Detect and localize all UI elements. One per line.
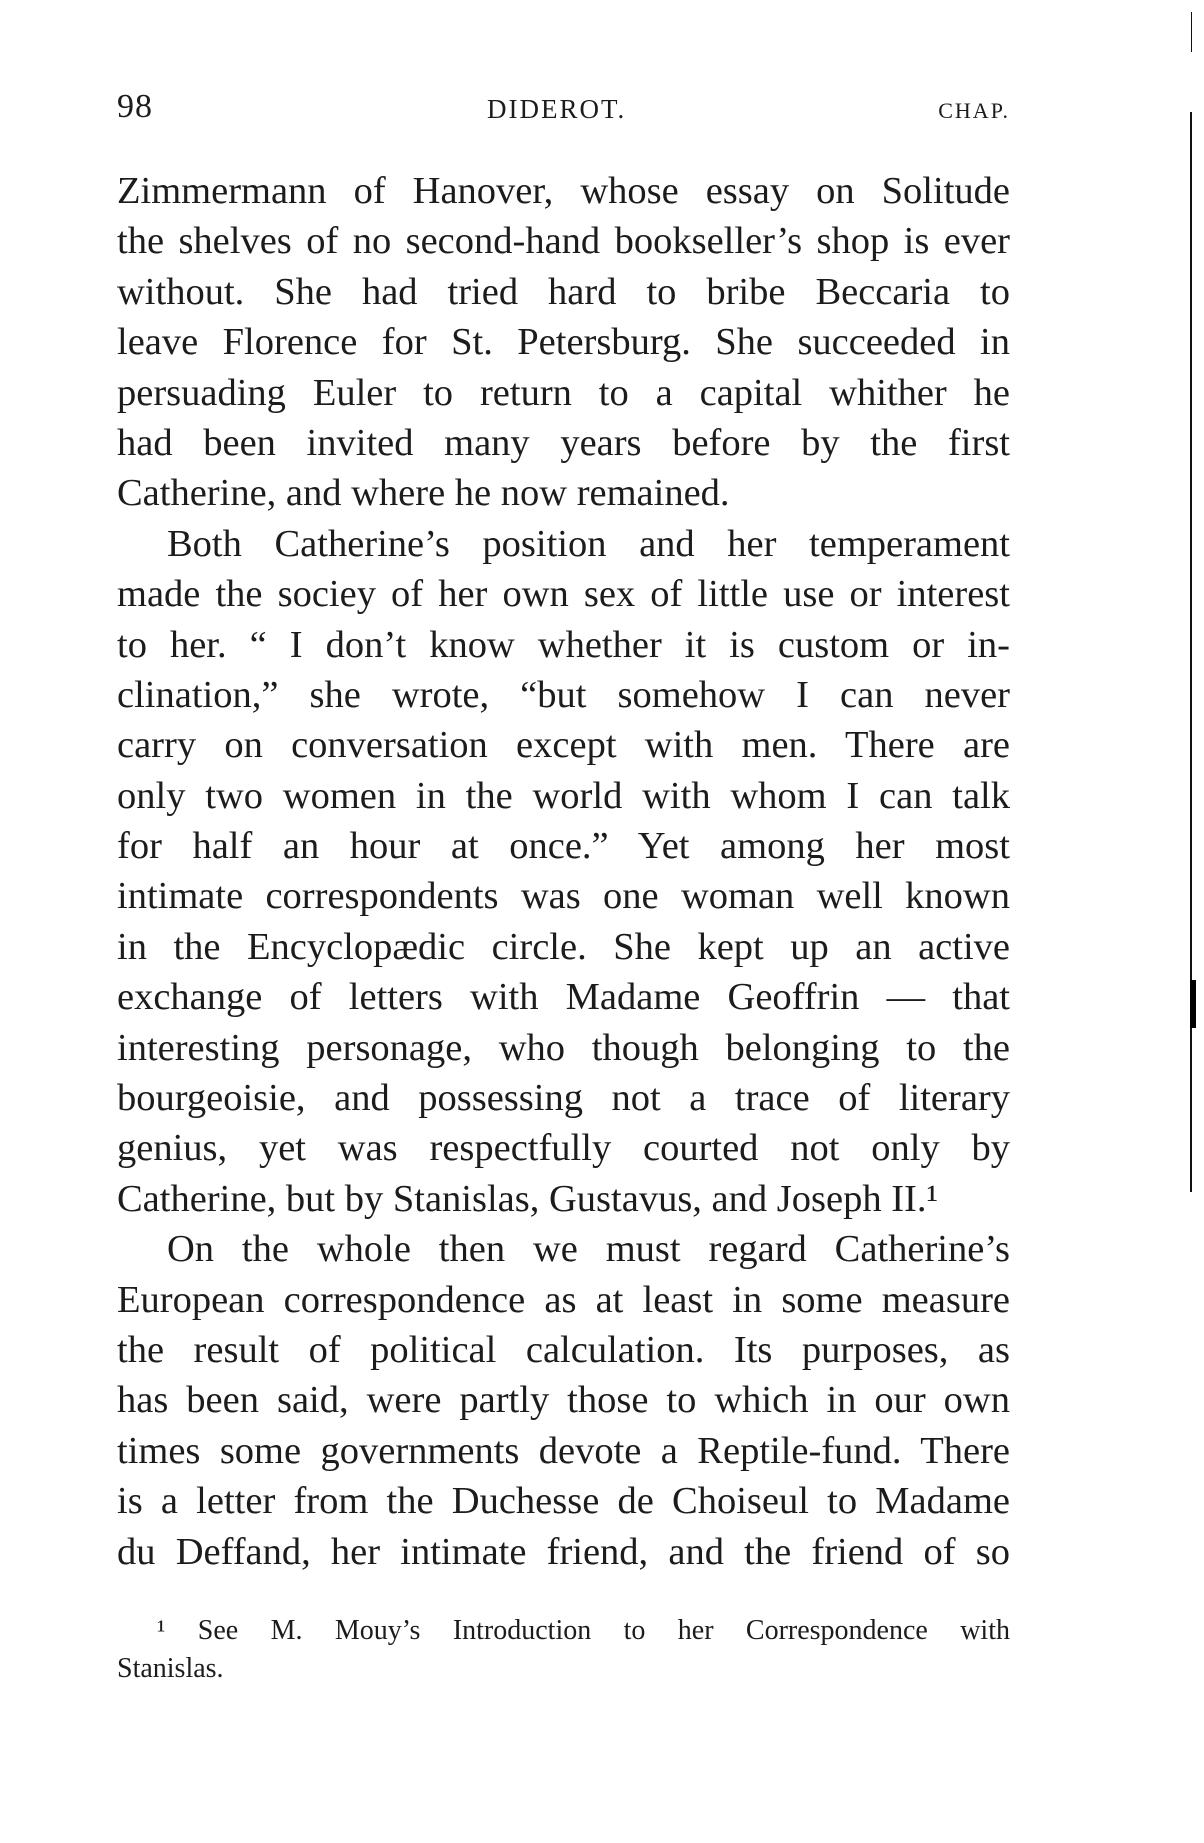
- text-line: the shelves of no second-hand bookseller’s shop is ever: [117, 220, 1010, 263]
- text-line: Both Catherine’s position and her temperament: [167, 522, 1010, 565]
- text-line: genius, yet was respectfully courted not only by: [117, 1127, 1010, 1170]
- text-line: had been invited many years before by the first: [117, 421, 1010, 464]
- text-line: the result of political calculation. Its purposes, as: [117, 1328, 1010, 1371]
- text-line: intimate correspondents was one woman well known: [117, 875, 1010, 918]
- page-edge-line: [1190, 112, 1192, 1192]
- footnote: [117, 1612, 1010, 1688]
- text-line: Catherine, and where he now remained.: [117, 472, 730, 515]
- text-line: is a letter from the Duchesse de Choiseul to Madame: [117, 1480, 1010, 1523]
- text-line: to her. “ I don’t know whether it is custom or in-: [117, 623, 1010, 666]
- text-line: interesting personage, who though belonging to the: [117, 1026, 1010, 1069]
- body-text: [117, 166, 1010, 1577]
- text-line: leave Florence for St. Petersburg. She succeeded in: [117, 321, 1010, 364]
- text-line: exchange of letters with Madame Geoffrin — that: [117, 976, 1010, 1019]
- text-line: persuading Euler to return to a capital whither he: [117, 371, 1010, 414]
- chapter-abbrev: CHAP.: [938, 98, 1010, 123]
- text-line: Catherine, but by Stanislas, Gustavus, and Joseph II.¹: [117, 1177, 939, 1220]
- text-line: times some governments devote a Reptile-fund. There: [117, 1429, 1010, 1472]
- running-title: DIDEROT.: [487, 94, 627, 124]
- running-header: [117, 88, 1010, 128]
- footnote-line: Stanislas.: [117, 1653, 224, 1684]
- footnote-line: ¹ See M. Mouy’s Introduction to her Correspondence with: [157, 1615, 1010, 1646]
- page-number: 98: [117, 88, 153, 125]
- text-line: in the Encyclopædic circle. She kept up an active: [117, 925, 1010, 968]
- text-line: without. She had tried hard to bribe Beccaria to: [117, 270, 1010, 313]
- text-line: du Deffand, her intimate friend, and the friend of so: [117, 1530, 1010, 1573]
- text-line: clination,” she wrote, “but somehow I can never: [117, 673, 1010, 716]
- text-line: has been said, were partly those to which in our own: [117, 1379, 1010, 1422]
- text-line: carry on conversation except with men. There are: [117, 724, 1010, 767]
- text-line: Zimmermann of Hanover, whose essay on Solitude: [117, 170, 1010, 212]
- text-line: made the sociey of her own sex of little use or interest: [117, 573, 1010, 616]
- text-line: for half an hour at once.” Yet among her most: [117, 825, 1010, 868]
- page-edge-mark: [1190, 980, 1196, 1028]
- text-line: European correspondence as at least in some measure: [117, 1278, 1010, 1321]
- text-line: On the whole then we must regard Catherine’s: [167, 1228, 1010, 1271]
- text-line: bourgeoisie, and possessing not a trace of literary: [117, 1077, 1010, 1120]
- page-edge-line: [1191, 12, 1192, 52]
- text-line: only two women in the world with whom I can talk: [117, 774, 1010, 817]
